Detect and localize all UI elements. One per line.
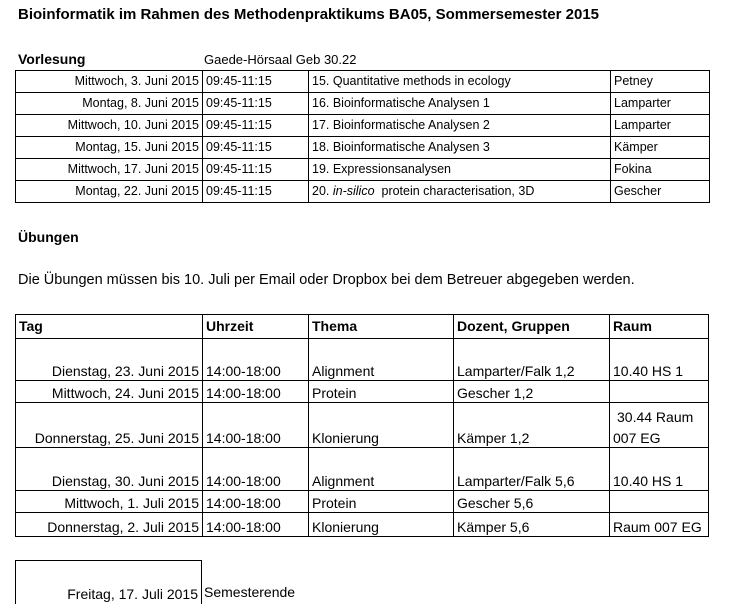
uebungen-note: Die Übungen müssen bis 10. Juli per Email oder Dropbox bei dem Betreuer abgegeben werden. — [18, 272, 635, 288]
lecture-topic: 19. Expressionsanalysen — [309, 159, 611, 181]
table-row — [16, 403, 709, 448]
table-row — [16, 339, 709, 381]
table-row — [16, 115, 710, 137]
exercise-room: 10.40 HS 1 — [610, 448, 709, 491]
exercise-room: Raum 007 EG — [610, 513, 709, 537]
lecture-time: 09:45-11:15 — [203, 159, 309, 181]
uebungen-heading: Übungen — [18, 229, 79, 245]
lecture-date: Montag, 15. Juni 2015 — [16, 137, 203, 159]
vorlesung-location: Gaede-Hörsaal Geb 30.22 — [204, 52, 357, 67]
exercise-date: Donnerstag, 25. Juni 2015 — [16, 403, 203, 448]
exercise-room — [610, 381, 709, 403]
table-row — [16, 159, 710, 181]
exercise-time: 14:00-18:00 — [203, 339, 309, 381]
exercise-lecturer: Gescher 5,6 — [454, 491, 610, 513]
table-row — [16, 181, 710, 203]
exercise-date: Mittwoch, 24. Juni 2015 — [16, 381, 203, 403]
exercise-room — [610, 403, 709, 448]
topic-prefix: 20. — [312, 184, 333, 198]
lecture-time: 09:45-11:15 — [203, 71, 309, 93]
lecture-time: 09:45-11:15 — [203, 137, 309, 159]
lecture-topic: 15. Quantitative methods in ecology — [309, 71, 611, 93]
exercise-lecturer: Kämper 5,6 — [454, 513, 610, 537]
exercise-topic: Protein — [309, 381, 454, 403]
exercise-time: 14:00-18:00 — [203, 403, 309, 448]
lecture-lecturer: Kämper — [611, 137, 710, 159]
header-tag: Tag — [16, 315, 203, 339]
exercise-date: Donnerstag, 2. Juli 2015 — [16, 513, 203, 537]
lecture-lecturer: Petney — [611, 71, 710, 93]
lecture-date: Mittwoch, 10. Juni 2015 — [16, 115, 203, 137]
exercise-room: 10.40 HS 1 — [610, 339, 709, 381]
table-row — [16, 448, 709, 491]
lecture-topic: 18. Bioinformatische Analysen 3 — [309, 137, 611, 159]
lecture-date: Mittwoch, 3. Juni 2015 — [16, 71, 203, 93]
lecture-date: Montag, 8. Juni 2015 — [16, 93, 203, 115]
table-row — [16, 491, 709, 513]
room-line-2: 007 EG — [613, 430, 661, 446]
semesterende-label: Semesterende — [204, 584, 296, 600]
document-title: Bioinformatik im Rahmen des Methodenpraktikums BA05, Sommersemester 2015 — [18, 6, 600, 23]
vorlesung-heading: Vorlesung — [18, 51, 86, 67]
header-uhrzeit: Uhrzeit — [203, 315, 309, 339]
exercise-date: Dienstag, 23. Juni 2015 — [16, 339, 203, 381]
table-row — [16, 381, 709, 403]
lecture-lecturer: Gescher — [611, 181, 710, 203]
exercise-topic: Alignment — [309, 448, 454, 491]
exercise-time: 14:00-18:00 — [203, 381, 309, 403]
uebungen-table — [15, 314, 709, 537]
header-raum: Raum — [610, 315, 709, 339]
table-header-row — [16, 315, 709, 339]
exercise-topic: Protein — [309, 491, 454, 513]
lecture-topic — [309, 181, 611, 203]
lecture-time: 09:45-11:15 — [203, 93, 309, 115]
room-line-1: 30.44 Raum — [617, 409, 694, 425]
exercise-lecturer: Gescher 1,2 — [454, 381, 610, 403]
semesterende-box — [15, 560, 202, 604]
lecture-lecturer: Lamparter — [611, 93, 710, 115]
topic-italic: in-silico — [332, 184, 375, 198]
header-dozent: Dozent, Gruppen — [454, 315, 610, 339]
exercise-date: Dienstag, 30. Juni 2015 — [16, 448, 203, 491]
exercise-date: Mittwoch, 1. Juli 2015 — [16, 491, 203, 513]
vorlesung-table — [15, 70, 710, 203]
lecture-topic: 16. Bioinformatische Analysen 1 — [309, 93, 611, 115]
lecture-date: Montag, 22. Juni 2015 — [16, 181, 203, 203]
lecture-lecturer: Lamparter — [611, 115, 710, 137]
lecture-date: Mittwoch, 17. Juni 2015 — [16, 159, 203, 181]
lecture-time: 09:45-11:15 — [203, 181, 309, 203]
lecture-topic: 17. Bioinformatische Analysen 2 — [309, 115, 611, 137]
exercise-topic: Klonierung — [309, 513, 454, 537]
table-row — [16, 93, 710, 115]
lecture-time: 09:45-11:15 — [203, 115, 309, 137]
exercise-lecturer: Lamparter/Falk 1,2 — [454, 339, 610, 381]
semesterende-date: Freitag, 17. Juli 2015 — [67, 586, 198, 602]
topic-suffix: protein characterisation, 3D — [374, 184, 535, 198]
exercise-time: 14:00-18:00 — [203, 491, 309, 513]
exercise-topic: Alignment — [309, 339, 454, 381]
exercise-lecturer: Lamparter/Falk 5,6 — [454, 448, 610, 491]
header-thema: Thema — [309, 315, 454, 339]
table-row — [16, 71, 710, 93]
exercise-room — [610, 491, 709, 513]
table-row — [16, 137, 710, 159]
exercise-time: 14:00-18:00 — [203, 448, 309, 491]
lecture-lecturer: Fokina — [611, 159, 710, 181]
exercise-topic: Klonierung — [309, 403, 454, 448]
exercise-time: 14:00-18:00 — [203, 513, 309, 537]
table-row — [16, 513, 709, 537]
exercise-lecturer: Kämper 1,2 — [454, 403, 610, 448]
